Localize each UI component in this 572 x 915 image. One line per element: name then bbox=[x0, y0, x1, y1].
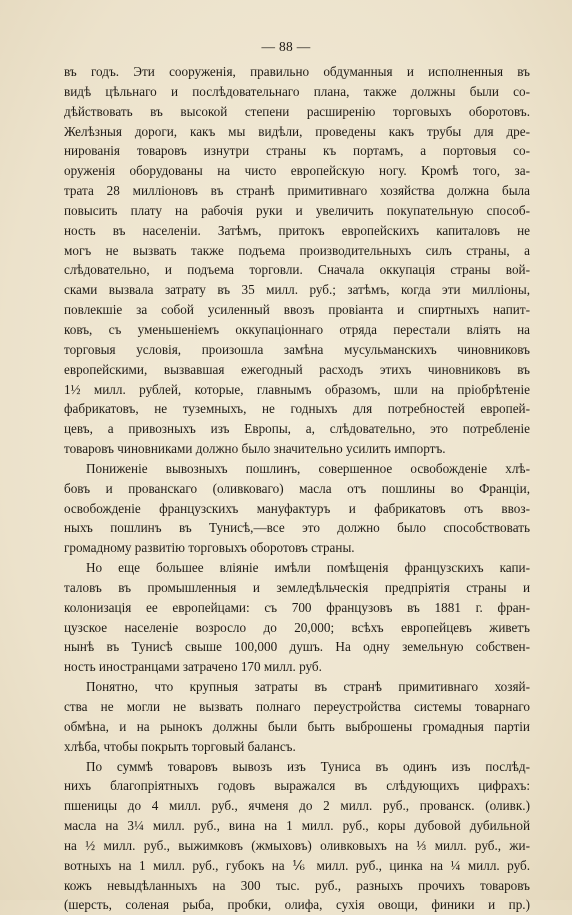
page-number: — 88 — bbox=[261, 39, 311, 54]
text-line: Но еще большее вліяніе имѣли помѣщенія французскихъ капи- bbox=[86, 560, 530, 576]
text-line: 1½ милл. рублей, которые, главнымъ образомъ, шли на пріобрѣтеніе bbox=[64, 381, 530, 397]
body-text bbox=[64, 62, 530, 915]
text-line: таловъ въ промышленныя и земледѣльческія предпріятія страны и bbox=[64, 579, 530, 595]
text-line: нированія товаровъ изнутри страны къ портамъ, а портовыя со- bbox=[64, 143, 530, 159]
text-line: масла на 3¼ милл. руб., вина на 1 милл. руб., коры дубовой дубильной bbox=[64, 818, 530, 834]
text-line: слѣдовательно, и подъема торговли. Сначала оккупація страны вой- bbox=[64, 262, 530, 278]
text-line: ковъ, съ уменьшеніемъ оккупаціоннаго отряда перестали вліять на bbox=[64, 321, 530, 337]
text-line: ства не могли не вызвать полнаго переустройства системы товарнаго bbox=[64, 699, 530, 714]
text-line: трата 28 милліоновъ въ странѣ примитивнаго хозяйства должна была bbox=[64, 183, 530, 199]
text-line: на ½ милл. руб., выжимковъ (жмыховъ) оливковыхъ на ⅓ милл. руб., жи- bbox=[64, 837, 530, 853]
text-line: дѣйствовать въ высокой степени расширенію торговыхъ оборотовъ. bbox=[64, 103, 530, 119]
text-line: товаровъ чиновниками должно было значительно усилить импортъ. bbox=[64, 441, 446, 457]
text-line: По суммѣ товаровъ вывозъ изъ Туниса въ одинъ изъ послѣд- bbox=[86, 758, 530, 774]
text-line: могъ не вызвать также подъема производительныхъ силъ страны, а bbox=[64, 242, 530, 258]
text-line: ныхъ пошлинъ въ Тунисѣ,—все это должно было способствовать bbox=[64, 520, 530, 536]
text-line: въ годъ. Эти сооруженія, правильно обдуманныя и исполненныя въ bbox=[64, 64, 530, 79]
text-line: нынѣ въ Тунисѣ свыше 100,000 душъ. На одну земельную собствен- bbox=[64, 639, 530, 655]
text-line: Пониженіе вывозныхъ пошлинъ, совершенное освобожденіе хлѣ- bbox=[86, 460, 530, 476]
text-line: пшеницы до 4 милл. руб., ячменя до 2 милл. руб., прованск. (оливк.) bbox=[64, 798, 530, 814]
text-line: европейскими, вызвавшая ежегодный расходъ этихъ чиновниковъ въ bbox=[64, 361, 530, 377]
text-line: фабрикатовъ, не туземныхъ, не годныхъ для потребностей европей- bbox=[64, 401, 530, 417]
text-line: вотныхъ на 1 милл. руб., губокъ на ⅙ милл. руб., цинка на ¼ милл. руб. bbox=[64, 857, 530, 873]
text-line: нихъ благопріятныхъ годовъ выражался въ слѣдующихъ цифрахъ: bbox=[64, 778, 530, 794]
text-line: цузское населеніе возросло до 20,000; всѣхъ европейцевъ живетъ bbox=[64, 619, 530, 635]
text-line: (шерсть, соленая рыба, пробки, олифа, сухія овощи, финики и пр.) bbox=[64, 897, 530, 913]
text-line: освобожденіе французскихъ мануфактуръ и фабрикатовъ отъ ввоз- bbox=[64, 500, 530, 516]
text-line: Понятно, что крупныя затраты въ странѣ примитивнаго хозяй- bbox=[86, 679, 530, 695]
text-line: колонизація ее европейцами: съ 700 французовъ въ 1881 г. фран- bbox=[64, 599, 530, 615]
text-line: оруженія оборудованы на чисто европейскую ногу. Кромѣ того, за- bbox=[64, 163, 530, 179]
text-line: хлѣба, чтобы покрыть торговый балансъ. bbox=[64, 738, 296, 754]
text-line: ность въ населеніи. Затѣмъ, притокъ европейскихъ капиталовъ не bbox=[64, 222, 530, 238]
text-line: Желѣзныя дороги, какъ мы видѣли, проведены какъ трубы для дре- bbox=[64, 123, 530, 139]
text-line: обмѣна, и на рынокъ должны были быть выброшены громадныя партіи bbox=[64, 718, 530, 734]
text-line: ность иностранцами затрачено 170 милл. руб. bbox=[64, 659, 322, 675]
text-line: бовъ и прованскаго (оливковаго) масла отъ пошлины во Франціи, bbox=[64, 480, 530, 496]
text-line: громадному развитію торговыхъ оборотовъ страны. bbox=[64, 540, 355, 556]
text-line: повлекшіе за собой усиленный ввозъ провіанта и спиртныхъ напит- bbox=[64, 302, 530, 318]
text-line: видѣ цѣльнаго и послѣдовательнаго плана, также должны были со- bbox=[64, 83, 530, 99]
text-line: повысить плату на рабочія руки и увеличить покупательную способ- bbox=[64, 202, 530, 218]
text-line: кожъ невыдѣланныхъ на 300 тыс. руб., разныхъ прочихъ товаровъ bbox=[64, 877, 530, 893]
text-line: торговыя условія, произошла замѣна мусульманскихъ чиновниковъ bbox=[64, 341, 530, 357]
text-line: сками вызвала затрату въ 35 милл. руб.; затѣмъ, когда эти милліоны, bbox=[64, 282, 530, 298]
text-line: цевъ, а привозныхъ изъ Европы, а, слѣдовательно, это потребленіе bbox=[64, 421, 530, 437]
